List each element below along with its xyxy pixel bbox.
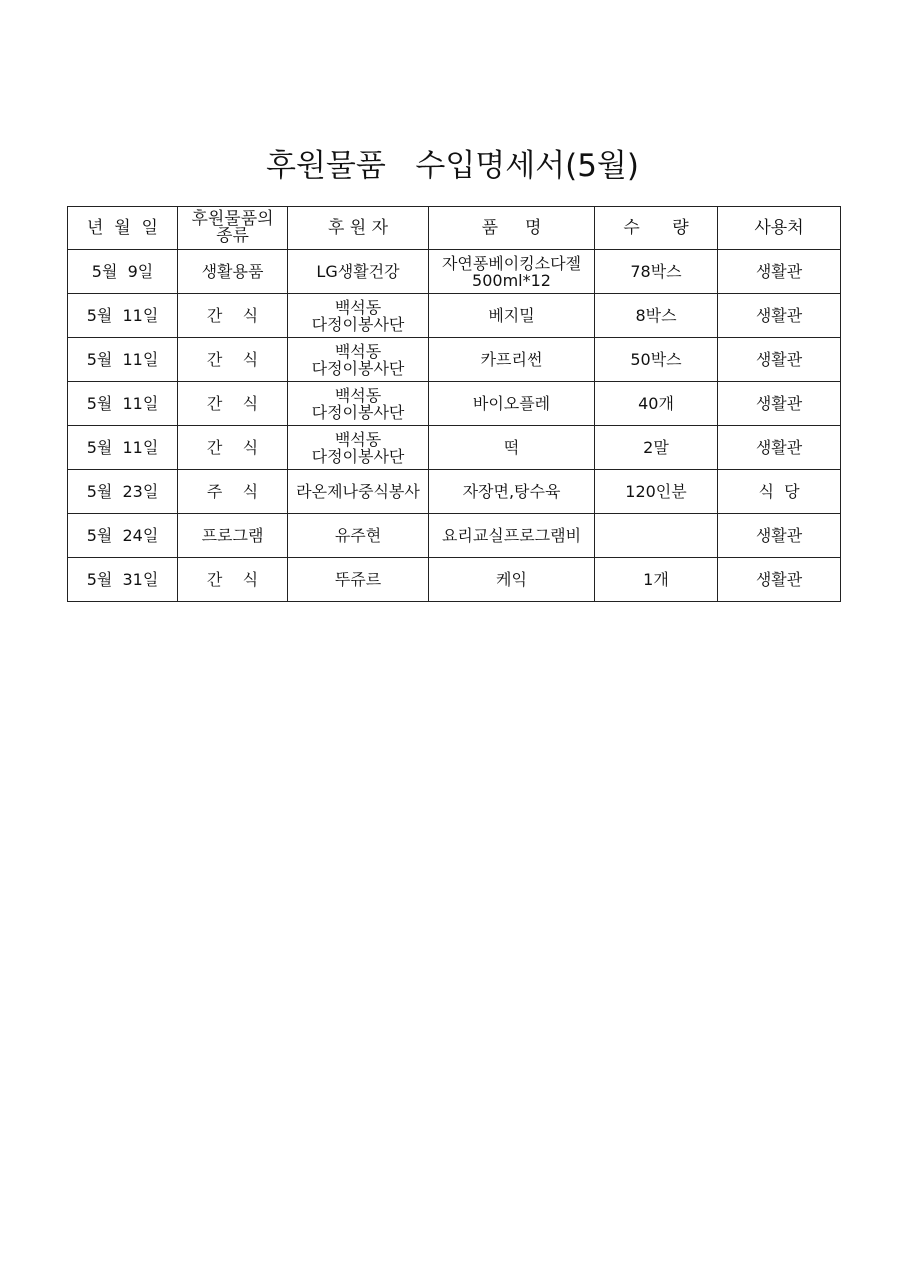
cell-usage: 생활관 <box>718 514 841 558</box>
header-quantity: 수 량 <box>595 207 718 250</box>
cell-quantity: 78박스 <box>595 250 718 294</box>
cell-quantity: 8박스 <box>595 294 718 338</box>
cell-donor: 백석동 다정이봉사단 <box>288 338 429 382</box>
cell-type: 주 식 <box>178 470 288 514</box>
cell-date: 5월 24일 <box>68 514 178 558</box>
header-row <box>68 207 841 250</box>
cell-item: 바이오플레 <box>429 382 595 426</box>
cell-date: 5월 11일 <box>68 338 178 382</box>
cell-donor: 뚜쥬르 <box>288 558 429 602</box>
cell-date: 5월 11일 <box>68 426 178 470</box>
cell-date: 5월 9일 <box>68 250 178 294</box>
cell-item: 베지밀 <box>429 294 595 338</box>
table-row <box>68 470 841 514</box>
cell-item: 카프리썬 <box>429 338 595 382</box>
cell-donor: 백석동 다정이봉사단 <box>288 294 429 338</box>
table-row <box>68 294 841 338</box>
cell-quantity: 2말 <box>595 426 718 470</box>
cell-usage: 생활관 <box>718 294 841 338</box>
header-type: 후원물품의 종류 <box>178 207 288 250</box>
header-item: 품 명 <box>429 207 595 250</box>
cell-usage: 생활관 <box>718 558 841 602</box>
cell-quantity: 1개 <box>595 558 718 602</box>
cell-type: 프로그램 <box>178 514 288 558</box>
cell-donor: 라온제나중식봉사 <box>288 470 429 514</box>
cell-item: 자장면,탕수육 <box>429 470 595 514</box>
cell-donor: 백석동 다정이봉사단 <box>288 382 429 426</box>
table-row <box>68 558 841 602</box>
cell-date: 5월 31일 <box>68 558 178 602</box>
cell-usage: 생활관 <box>718 382 841 426</box>
cell-type: 간 식 <box>178 382 288 426</box>
cell-donor: 백석동 다정이봉사단 <box>288 426 429 470</box>
table-row <box>68 426 841 470</box>
cell-quantity <box>595 514 718 558</box>
cell-donor: 유주현 <box>288 514 429 558</box>
cell-item: 케익 <box>429 558 595 602</box>
cell-quantity: 40개 <box>595 382 718 426</box>
table-row <box>68 338 841 382</box>
cell-quantity: 120인분 <box>595 470 718 514</box>
cell-usage: 생활관 <box>718 338 841 382</box>
cell-date: 5월 23일 <box>68 470 178 514</box>
table-row <box>68 514 841 558</box>
table-row <box>68 250 841 294</box>
cell-type: 간 식 <box>178 294 288 338</box>
cell-type: 간 식 <box>178 338 288 382</box>
header-donor: 후 원 자 <box>288 207 429 250</box>
cell-usage: 생활관 <box>718 426 841 470</box>
page-title: 후원물품 수입명세서(5월) <box>266 148 639 184</box>
donation-table <box>67 206 841 602</box>
cell-item: 자연퐁베이킹소다젤 500ml*12 <box>429 250 595 294</box>
cell-date: 5월 11일 <box>68 382 178 426</box>
cell-type: 간 식 <box>178 426 288 470</box>
header-date: 년 월 일 <box>68 207 178 250</box>
cell-type: 간 식 <box>178 558 288 602</box>
header-usage: 사용처 <box>718 207 841 250</box>
cell-type: 생활용품 <box>178 250 288 294</box>
cell-item: 떡 <box>429 426 595 470</box>
cell-quantity: 50박스 <box>595 338 718 382</box>
cell-donor: LG생활건강 <box>288 250 429 294</box>
cell-usage: 식 당 <box>718 470 841 514</box>
cell-item: 요리교실프로그램비 <box>429 514 595 558</box>
table-row <box>68 382 841 426</box>
cell-usage: 생활관 <box>718 250 841 294</box>
cell-date: 5월 11일 <box>68 294 178 338</box>
